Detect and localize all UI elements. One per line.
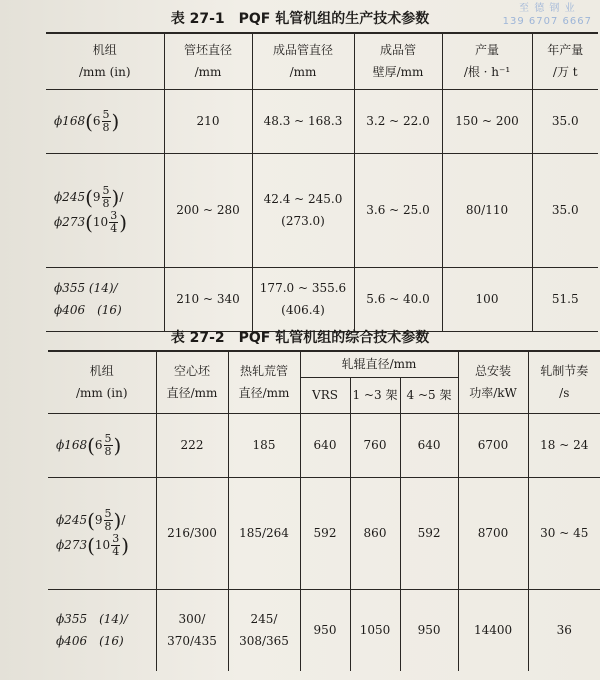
t1-r2-output: 80/110 bbox=[442, 153, 532, 267]
t2-r3-s13: 1050 bbox=[350, 589, 400, 671]
table2-caption: 表 27-2 PQF 轧管机组的综合技术参数 bbox=[170, 330, 430, 346]
t1-header-billet: 管坯直径 /mm bbox=[164, 33, 252, 89]
t2-r2-hollow: 216/300 bbox=[156, 477, 228, 589]
t2-r3-hollow: 300/ 370/435 bbox=[156, 589, 228, 671]
table-row bbox=[46, 153, 598, 267]
t1-header-output: 产量 /根 · h⁻¹ bbox=[442, 33, 532, 89]
t2-r2-cycle: 30 ~ 45 bbox=[528, 477, 600, 589]
t2-r1-hollow: 222 bbox=[156, 413, 228, 477]
t1-r3-annual: 51.5 bbox=[532, 267, 598, 331]
t1-r1-od: 48.3 ~ 168.3 bbox=[252, 89, 354, 153]
t1-header-wall: 成品管 壁厚/mm bbox=[354, 33, 442, 89]
t2-r3-s45: 950 bbox=[400, 589, 458, 671]
t1-r1-unit: ϕ168(6 $\frac{5}{8}$ ) bbox=[46, 89, 164, 153]
t2-r1-s45: 640 bbox=[400, 413, 458, 477]
table1 bbox=[46, 32, 598, 332]
t2-r1-vrs: 640 bbox=[300, 413, 350, 477]
t1-r2-wall: 3.6 ~ 25.0 bbox=[354, 153, 442, 267]
table-row bbox=[46, 267, 598, 331]
t2-header-stands-1-3: 1 ~3 架 bbox=[350, 377, 400, 413]
t2-r1-shell: 185 bbox=[228, 413, 300, 477]
t2-header-shell: 热轧荒管 直径/mm bbox=[228, 351, 300, 413]
t2-r2-unit: ϕ245(9 $\frac{5}{8}$ )/ ϕ273(10 $\frac{3}{4}$ ) bbox=[48, 477, 156, 589]
t2-header-cycle: 轧制节奏 /s bbox=[528, 351, 600, 413]
t2-header-unit: 机组 /mm (in) bbox=[48, 351, 156, 413]
t1-r1-output: 150 ~ 200 bbox=[442, 89, 532, 153]
t1-header-annual: 年产量 /万 t bbox=[532, 33, 598, 89]
t1-r2-unit: ϕ245(9 $\frac{5}{8}$ )/ ϕ273(10 $\frac{3}{4}$ ) bbox=[46, 153, 164, 267]
t2-header-hollow: 空心坯 直径/mm bbox=[156, 351, 228, 413]
t2-header-power: 总安装 功率/kW bbox=[458, 351, 528, 413]
t2-r2-shell: 185/264 bbox=[228, 477, 300, 589]
table1-caption: 表 27-1 PQF 轧管机组的生产技术参数 bbox=[170, 11, 430, 27]
t1-r2-annual: 35.0 bbox=[532, 153, 598, 267]
t1-r3-wall: 5.6 ~ 40.0 bbox=[354, 267, 442, 331]
t2-r1-s13: 760 bbox=[350, 413, 400, 477]
t2-r3-unit: ϕ355 (14)/ ϕ406 (16) bbox=[48, 589, 156, 671]
t1-r1-wall: 3.2 ~ 22.0 bbox=[354, 89, 442, 153]
t2-r2-s45: 592 bbox=[400, 477, 458, 589]
t1-header-od: 成品管直径 /mm bbox=[252, 33, 354, 89]
table-row bbox=[46, 89, 598, 153]
t2-r3-power: 14400 bbox=[458, 589, 528, 671]
t1-r2-billet: 200 ~ 280 bbox=[164, 153, 252, 267]
t1-r1-annual: 35.0 bbox=[532, 89, 598, 153]
t2-r2-s13: 860 bbox=[350, 477, 400, 589]
t2-r3-shell: 245/ 308/365 bbox=[228, 589, 300, 671]
t2-r1-cycle: 18 ~ 24 bbox=[528, 413, 600, 477]
t2-r1-power: 6700 bbox=[458, 413, 528, 477]
watermark-phone: 139 6707 6667 bbox=[502, 16, 592, 27]
table2 bbox=[48, 350, 600, 671]
t2-r3-cycle: 36 bbox=[528, 589, 600, 671]
t2-header-vrs: VRS bbox=[300, 377, 350, 413]
t2-r2-power: 8700 bbox=[458, 477, 528, 589]
t2-header-stands-4-5: 4 ~5 架 bbox=[400, 377, 458, 413]
t1-r1-billet: 210 bbox=[164, 89, 252, 153]
t1-r2-od: 42.4 ~ 245.0 (273.0) bbox=[252, 153, 354, 267]
t1-r3-od: 177.0 ~ 355.6 (406.4) bbox=[252, 267, 354, 331]
table-row bbox=[48, 477, 600, 589]
table-row bbox=[48, 413, 600, 477]
t1-header-unit: 机组 /mm (in) bbox=[46, 33, 164, 89]
watermark-company: 至 德 钢 业 bbox=[519, 3, 576, 14]
t2-r1-unit: ϕ168(6 $\frac{5}{8}$ ) bbox=[48, 413, 156, 477]
t1-r3-unit: ϕ355 (14)/ ϕ406 (16) bbox=[46, 267, 164, 331]
t2-r3-vrs: 950 bbox=[300, 589, 350, 671]
t2-r2-vrs: 592 bbox=[300, 477, 350, 589]
t2-header-roll-group: 轧辊直径/mm bbox=[300, 351, 458, 377]
t1-r3-output: 100 bbox=[442, 267, 532, 331]
t1-r3-billet: 210 ~ 340 bbox=[164, 267, 252, 331]
table-row bbox=[48, 589, 600, 671]
